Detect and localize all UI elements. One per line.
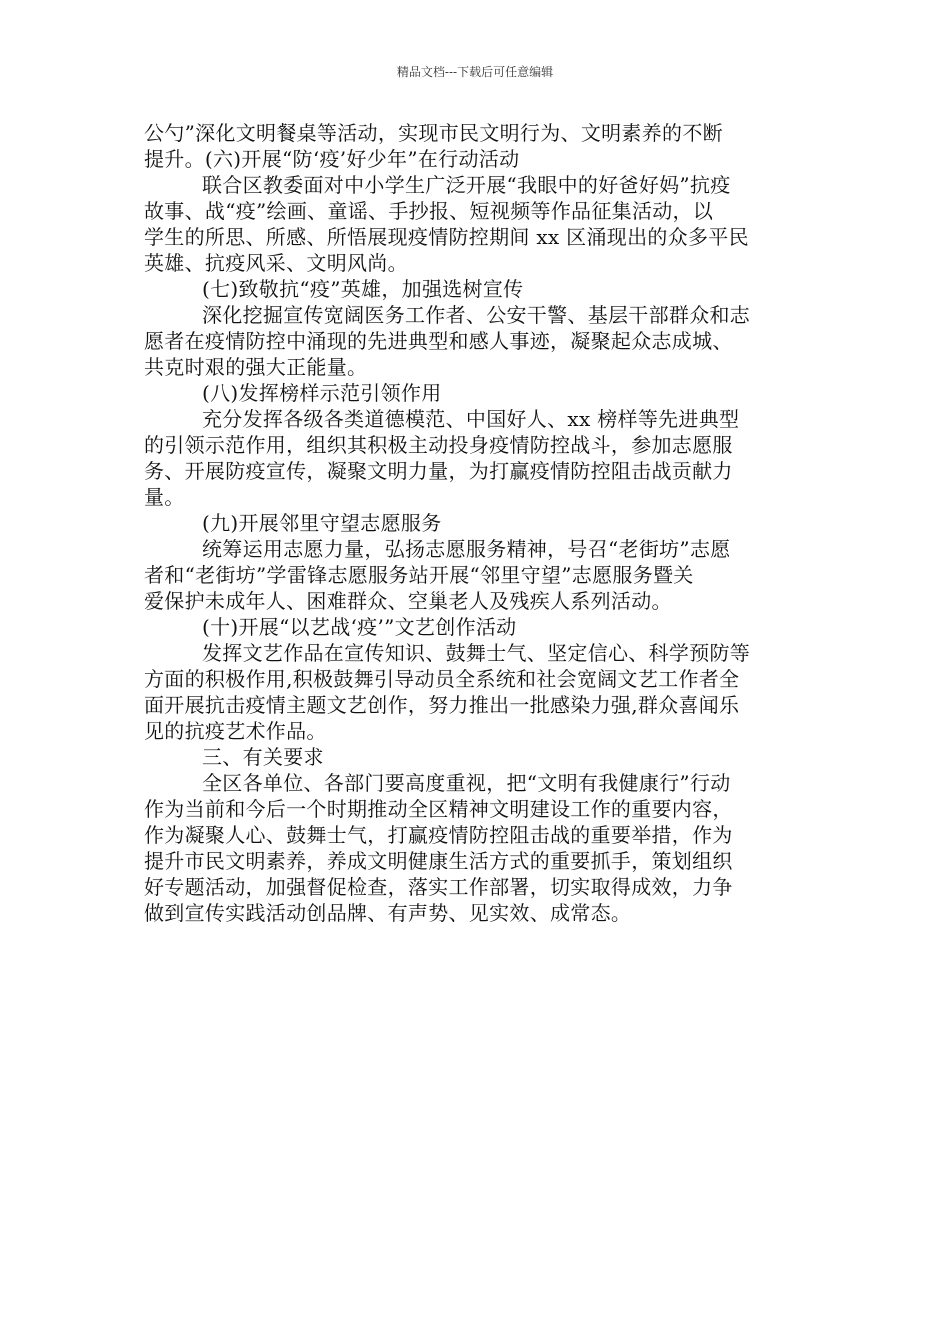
text-line: 好专题活动，加强督促检查，落实工作部署，切实取得成效，力争	[144, 875, 733, 899]
text-line: (十)开展“以艺战‘疫’”文艺创作活动	[202, 615, 517, 639]
text-line: 提升。(六)开展“防‘疫’好少年”在行动活动	[144, 147, 520, 171]
text-line: 故事、战“疫”绘画、童谣、手抄报、短视频等作品征集活动，以	[144, 199, 714, 223]
text-line: 愿者在疫情防控中涌现的先进典型和感人事迹，凝聚起众志成城、	[144, 329, 733, 353]
text-line: 统筹运用志愿力量，弘扬志愿服务精神，号召“老街坊”志愿	[202, 537, 731, 561]
text-line: 全区各单位、各部门要高度重视，把“文明有我健康行”行动	[202, 771, 731, 795]
text-line: 量。	[144, 485, 185, 509]
text-line: 见的抗疫艺术作品。	[144, 719, 327, 743]
text-line: 三、有关要求	[202, 745, 324, 769]
document-body	[144, 120, 809, 926]
text-line: 提升市民文明素养，养成文明健康生活方式的重要抓手，策划组织	[144, 849, 733, 873]
text-line: 公勺”深化文明餐桌等活动，实现市民文明行为、文明素养的不断	[144, 121, 723, 145]
text-line: 务、开展防疫宣传，凝聚文明力量，为打赢疫情防控阻击战贡献力	[144, 459, 733, 483]
text-line: 的引领示范作用，组织其积极主动投身疫情防控战斗，参加志愿服	[144, 433, 733, 457]
text-line: 英雄、抗疫风采、文明风尚。	[144, 251, 408, 275]
text-line: (九)开展邻里守望志愿服务	[202, 511, 442, 535]
text-line: 面开展抗击疫情主题文艺创作，努力推出一批感染力强,群众喜闻乐	[144, 693, 740, 717]
text-line: 联合区教委面对中小学生广泛开展“我眼中的好爸好妈”抗疫	[202, 173, 731, 197]
text-line: 共克时艰的强大正能量。	[144, 355, 368, 379]
text-line: (七)致敬抗“疫”英雄，加强选树宣传	[202, 277, 524, 301]
text-line: 做到宣传实践活动创品牌、有声势、见实效、成常态。	[144, 901, 632, 925]
text-line: 发挥文艺作品在宣传知识、鼓舞士气、坚定信心、科学预防等	[202, 641, 751, 665]
text-line: 者和“老街坊”学雷锋志愿服务站开展“邻里守望”志愿服务暨关	[144, 563, 694, 587]
text-line: 作为凝聚人心、鼓舞士气，打赢疫情防控阻击战的重要举措，作为	[144, 823, 733, 847]
text-line: 作为当前和今后一个时期推动全区精神文明建设工作的重要内容，	[144, 797, 733, 821]
text-line: 充分发挥各级各类道德模范、中国好人、xx 榜样等先进典型	[202, 407, 740, 431]
text-line: 学生的所思、所感、所悟展现疫情防控期间 xx 区涌现出的众多平民	[144, 225, 749, 249]
text-line: 深化挖掘宣传宽阔医务工作者、公安干警、基层干部群众和志	[202, 303, 751, 327]
page-header: 精品文档---下载后可任意编辑	[396, 65, 554, 79]
text-line: 爱保护未成年人、困难群众、空巢老人及残疾人系列活动。	[144, 589, 672, 613]
text-line: (八)发挥榜样示范引领作用	[202, 381, 442, 405]
text-line: 方面的积极作用,积极鼓舞引导动员全系统和社会宽阔文艺工作者全	[144, 667, 740, 691]
